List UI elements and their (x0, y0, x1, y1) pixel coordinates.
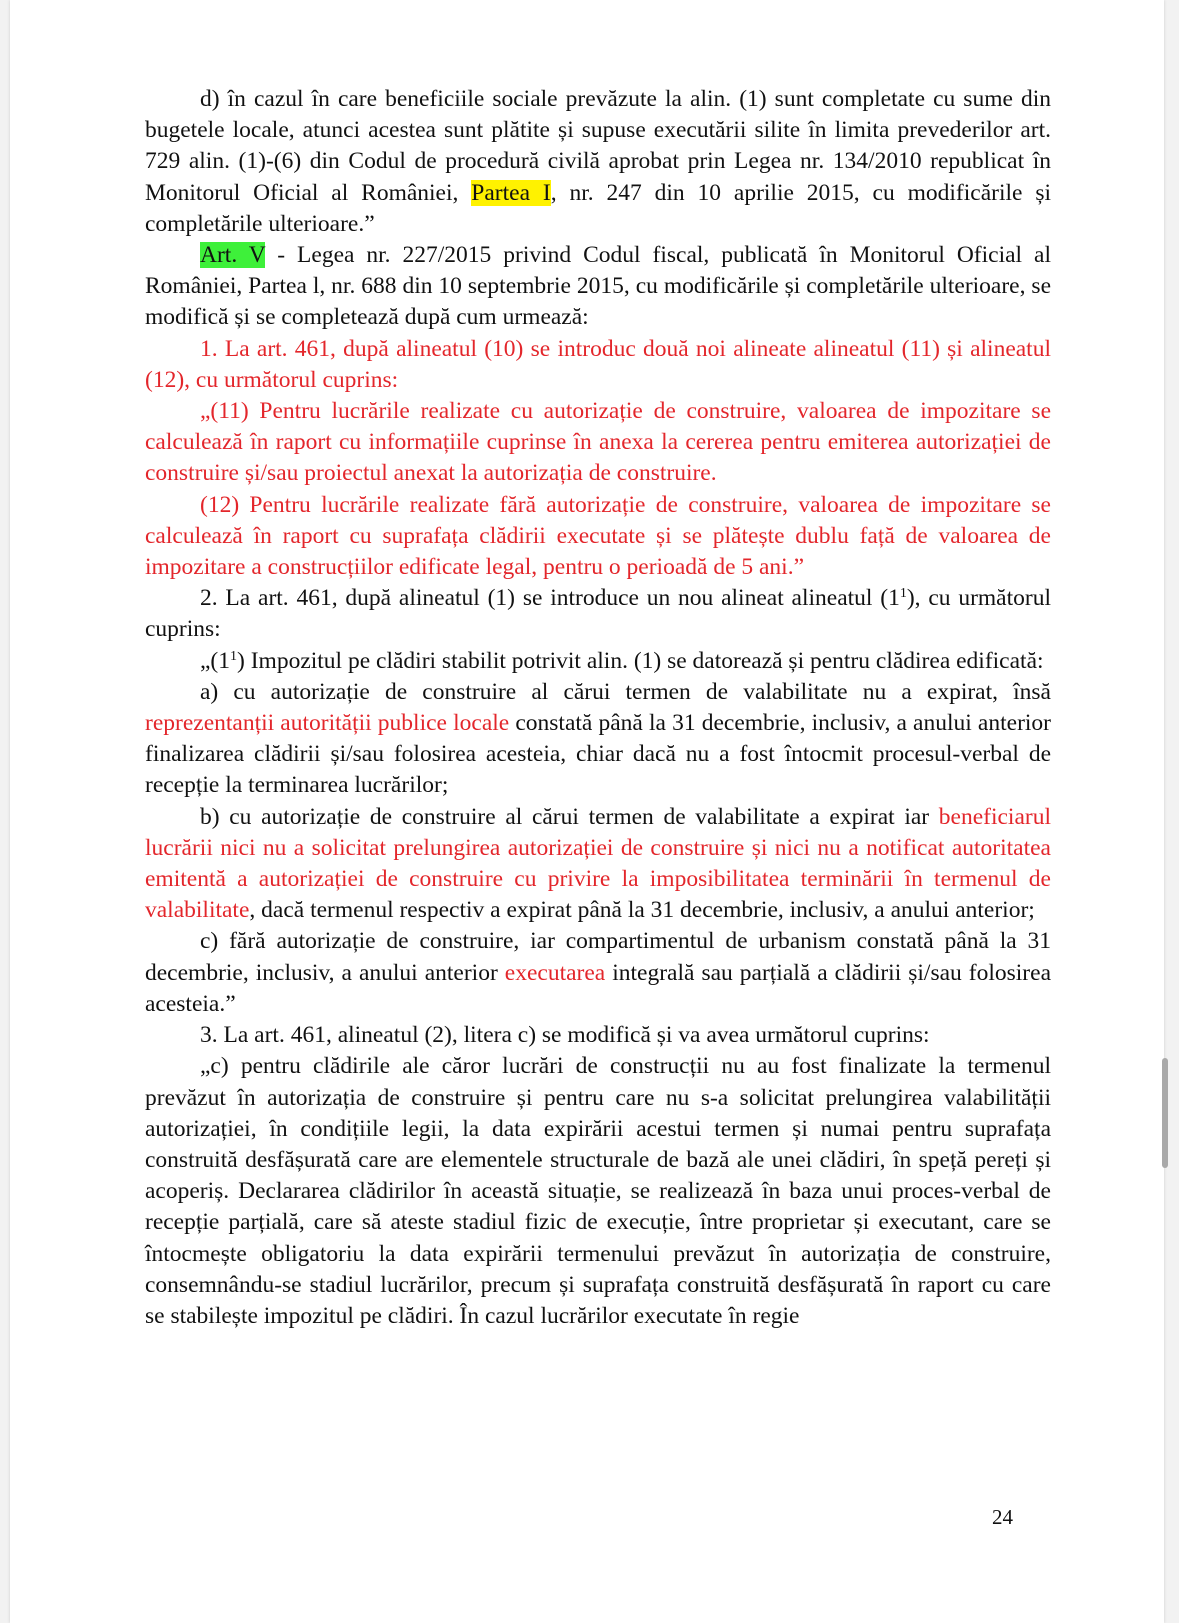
red-text: executarea (504, 959, 606, 986)
paragraph-item-1: 1. La art. 461, după alineatul (10) se introduc două noi alineate alineatul (11) și alineatul (12), cu următorul cuprins: (145, 335, 1051, 393)
text-run: ), cu următorul cuprins: (145, 585, 1051, 643)
superscript: 1 (230, 648, 238, 664)
paragraph-letter-c-new: „c) pentru clădirile ale căror lucrări de construcții nu au fost finalizate la termenul prevăzut în autorizația de construire și pentru care nu s-a solicitat prelungirea valabilității autorizației, în condițiile legii, la data expirării acestui termen și numai pentru suprafața construită desfășurată care are elementele structurale de bază ale unei clădiri, în speță pereți și acoperiș. Declararea clădirilor în această situație, se realizează în baza unui proces-verbal de recepție parțială, care să ateste stadiul fizic de execuție, între proprietar și executant, care se întocmește obligatoriu la data expirării termenului prevăzut în autorizația de construire, consemnându-se stadiul lucrărilor, precum și suprafața construită desfășurată în raport cu care se stabilește impozitul pe clădiri. În cazul lucrărilor executate în regie (145, 1053, 1051, 1329)
text-run: , nr. 247 din 10 aprilie 2015, cu modificările și completările ulterioare.” (145, 179, 1051, 237)
highlight-yellow: Partea I (471, 179, 551, 206)
text-run: ) Impozitul pe clădiri stabilit potrivit alin. (1) se datorează și pentru clădirea edificată: (237, 647, 1044, 674)
text-run: d) în cazul în care beneficiile sociale prevăzute la alin. (1) sunt completate cu sume din bugetele locale, atunci acestea sunt plătite și supuse executării silite în limita prevederilor art. 729 alin. (1)-(6) din Codul de procedură civilă aprobat prin Legea nr. 134/2010 republicat în Monitorul Oficial al României, (145, 86, 1051, 206)
paragraph-item-2 (145, 583, 1051, 645)
scrollbar-thumb[interactable] (1162, 1058, 1168, 1168)
text-run: b) cu autorizație de construire al cărui termen de valabilitate a expirat iar (200, 803, 939, 830)
text-run: „(1 (200, 647, 231, 674)
text-run: integrală sau parțială a clădirii și/sau folosirea acesteia.” (145, 959, 1051, 1017)
document-body (145, 84, 1051, 1332)
paragraph-d (145, 84, 1051, 240)
text-run: , dacă termenul respectiv a expirat până la 31 decembrie, inclusiv, a anului anterior; (249, 897, 1035, 924)
highlight-green: Art. V (200, 242, 266, 269)
page-number: 24 (992, 1505, 1013, 1529)
document-page (10, 0, 1164, 1623)
paragraph-alin-11: „(11) Pentru lucrările realizate cu autorizație de construire, valoarea de impozitare se calculează în raport cu informațiile cuprinse în anexa la cererea pentru emiterea autorizației de construire și/sau proiectul anexat la autorizația de construire. (145, 398, 1051, 487)
text-run: 2. La art. 461, după alineatul (1) se introduce un nou alineat alineatul (1 (200, 585, 900, 612)
paragraph-item-3: 3. La art. 461, alineatul (2), litera c) se modifică și va avea următorul cuprins: (200, 1022, 930, 1049)
paragraph-letter-b (145, 802, 1051, 927)
text-run: - Legea nr. 227/2015 privind Codul fiscal, publicată în Monitorul Oficial al României, Partea l, nr. 688 din 10 septembrie 2015, cu modificările și completările ulterioare, se modifică și se completează după cum urmează: (145, 242, 1051, 331)
superscript: 1 (899, 586, 907, 602)
red-text: beneficiarul lucrării nici nu a solicitat prelungirea autorizației de construire și nici nu a notificat autoritatea emitentă a autorizației de construire cu privire la imposibilitatea terminării în termenul de valabilitate (145, 803, 1051, 924)
paragraph-alin-1-1 (145, 646, 1051, 677)
paragraph-alin-12: (12) Pentru lucrările realizate fără autorizație de construire, valoarea de impozitare se calculează în raport cu suprafața clădirii executate și se plătește dublu față de valoarea de impozitare a construcțiilor edificate legal, pentru o perioadă de 5 ani.” (145, 491, 1051, 581)
text-run: c) fără autorizație de construire, iar compartimentul de urbanism constată până la 31 decembrie, inclusiv, a anului anterior (145, 928, 1051, 986)
paragraph-letter-c (145, 926, 1051, 1020)
text-run: constată până la 31 decembrie, inclusiv, a anului anterior finalizarea clădirii și/sau folosirea acesteia, chiar dacă nu a fost întocmit procesul-verbal de recepție la terminarea lucrărilor; (145, 710, 1051, 799)
text-run: a) cu autorizație de construire al cărui termen de valabilitate nu a expirat, însă (200, 678, 1051, 705)
red-text: reprezentanții autorității publice locale (145, 710, 510, 737)
paragraph-letter-a (145, 677, 1051, 802)
paragraph-art-v (145, 240, 1051, 334)
